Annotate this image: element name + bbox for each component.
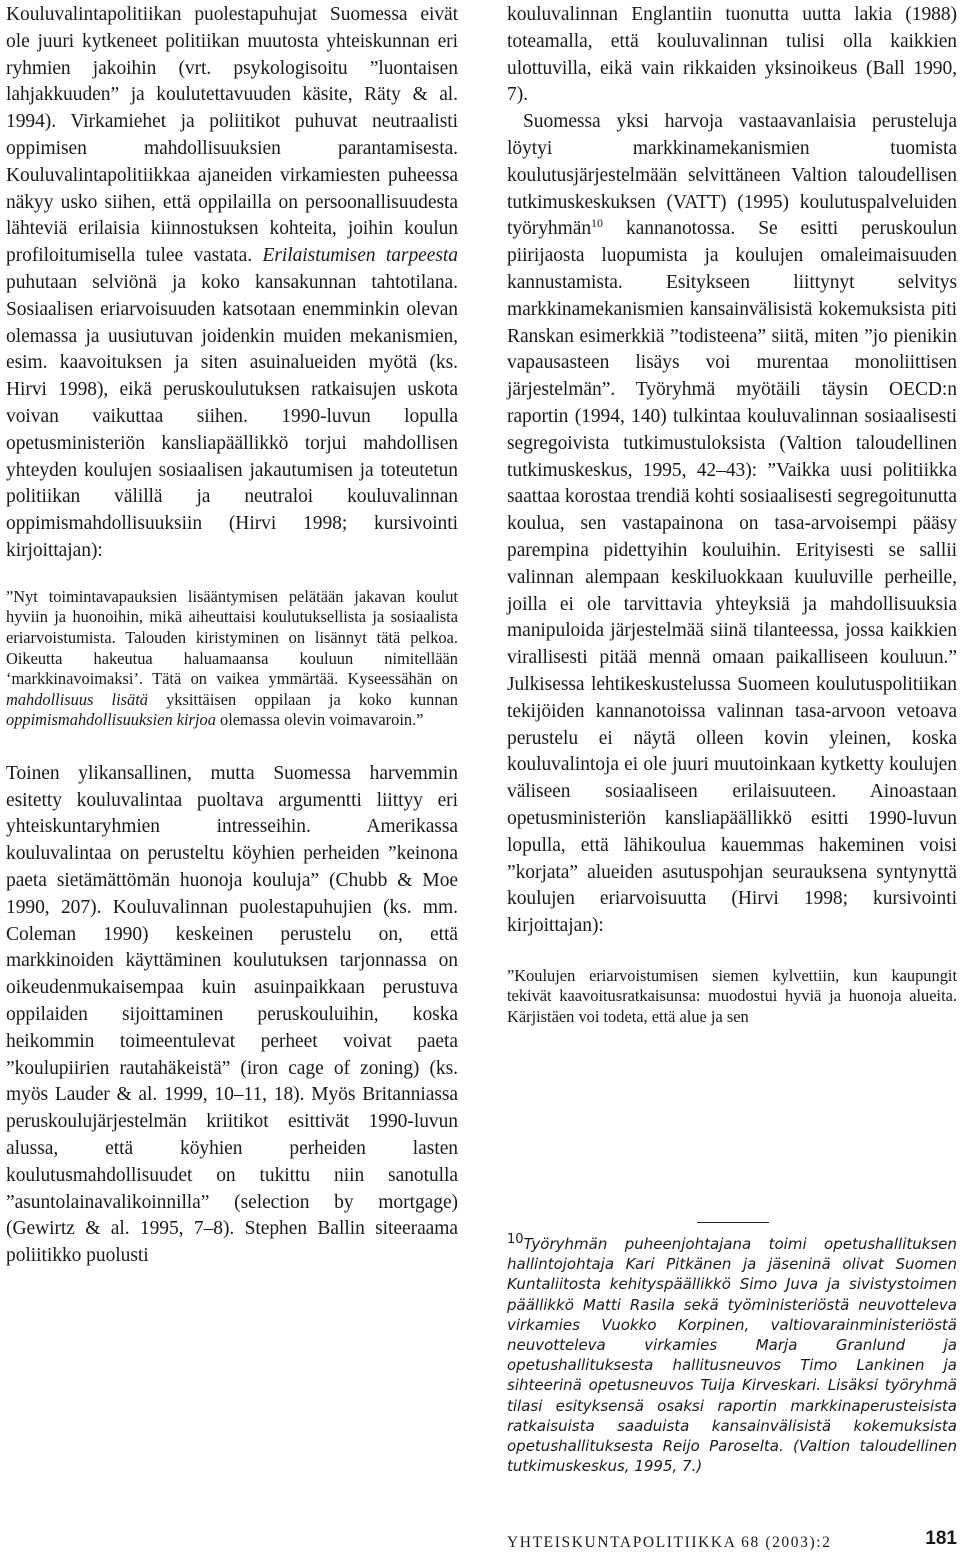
left-paragraph-2: Toinen ylikansallinen, mutta Suomessa harvemmin esitetty kouluvalintaa puoltava argumentti liittyy eri yhteiskuntaryhmien intresseihin. Amerikassa kouluvalintaa on perusteltu köyhien perheiden ”keinona paeta sietämättömän huonoja kouluja” (Chubb & Moe 1990, 207). Kouluvalinnan puolestapuhujien (ks. mm. Coleman 1990) keskeinen perustelu on, että markkinoiden käyttäminen koulutuksen tarjonnassa on oikeudenmukaisempaa kuin asuinpaikkaan perustuva oppilaiden sijoittaminen peruskouluihin, koska heikommin toimeentulevat perheet voivat paeta ”koulupiirien rautahäkeistä” (iron cage of zoning) (ks. myös Lauder & al. 1999, 10–11, 18). Myös Britanniassa peruskoulujärjestelmän kriitikot esittivät 1990-luvun alussa, että köyhien perheiden lasten koulutusmahdollisuudet on tukittu niin sanotulla ”asuntolainavalikoinnilla” (selection by mortgage) (Gewirtz & al. 1995, 7–8). Stephen Ballin siteeraama poliitikko puolusti [6,762,458,1267]
right-paragraph-2: Suomessa yksi harvoja vastaavanlaisia perusteluja löytyi markkinamekanismien tuomista koulutusjärjestelmään selvittäneen Valtion taloudellisen tutkimuskeskuksen (VATT) (1995) koulutuspalveluiden työryhmän$^{10}$ kannanotossa. Se esitti peruskoulun piirijaosta luopumista ja koulujen omaleimaisuuden kannustamista. Esitykseen liittynyt selvitys markkinamekanismien kansainvälisistä kokemuksista piti Ranskan esimerkkiä ”todisteena” siitä, miten ”jo pienikin vapausasteen lisäys voi murentaa monoliittisen järjestelmän”. Työryhmä myötäili täysin OECD:n raportin (1994, 140) tulkintaa kouluvalinnan sosiaalisesti segregoivista tutkimustuloksista (Valtion taloudellinen tutkimuskeskus, 1995, 42–43): ”Vaikka uusi politiikka saattaa korostaa trendiä kohti sosiaalisesti segregoitunutta koulua, sen vastapainona on tasa-arvoisempi pääsy parempina pidettyihin kouluihin. Erityisesti se sallii valinnan alempaan keskiluokkaan kuuluville perheille, joilla ei ole tarvittavia yhteyksiä ja mahdollisuuksia manipuloida järjestelmää siinä tilanteessa, jossa kaikkien virallisesti pitää mennä omaan paikalliseen kouluun.” Julkisessa lehtikeskustelussa Suomeen koulutuspolitiikan tekijöiden kannanotoissa valinnan tasa-arvoon vetoava perustelu ei näytä olleen kovin yleinen, koska kouluvalintoja ei ole juuri muutoinkaan kytketty koulujen väliseen sosiaaliseen erilaisuuteen. Ainoastaan opetusministeriön kansliapäällikkö esitti 1990-luvun lopulla, että lähikoulua kauemmas hakeminen voisi ”korjata” alueiden asutuspohjan seurauksena syntynyttä koulujen eriarvoisuutta (Hirvi 1998; kursivointi kirjoittajan): [507,111,958,937]
footnote: 10Työryhmän puheenjohtajana toimi opetushallituksen hallintojohtaja Kari Pitkänen ja jäseninä olivat Suomen Kuntaliitosta kehityspäällikkö Simo Juva ja sivistystoimen päällikkö Matti Rasila sekä työministeriöstä neuvotteleva virkamies Vuokko Korpinen, valtiovarainministeriöstä neuvotteleva virkamies Marja Granlund ja opetushallituksesta hallitusneuvos Timo Lankinen ja sihteerinä opetusneuvos Tuija Kirveskari. Lisäksi työryhmä tilasi esityksensä osaksi raportin markkinaperusteisista ratkaisuista saaduista kansainvälisistä kokemuksista opetushallituksesta Reijo Paroselta. (Valtion taloudellinen tutkimuskeskus, 1995, 7.) [507,1232,957,1476]
left-column [6,2,458,1270]
page-number: 181 [925,1528,957,1549]
running-footer [507,1528,957,1554]
emphasis: Erilaistumisen tarpeesta [262,245,458,267]
footnote-divider [697,1222,769,1223]
footnote-ref: 10 [591,216,603,231]
journal-name: YHTEISKUNTAPOLITIIKKA 68 (2003):2 [507,1534,832,1551]
left-paragraph-1: Kouluvalintapolitiikan puolestapuhujat Suomessa eivät ole juuri kytkeneet politiikan muutosta yhteiskunnan eri ryhmien jakoihin (vrt. psykologisoitu ”luontaisen lahjakkuuden” ja koulutettavuuden käsite, Räty & al. 1994). Virkamiehet ja poliitikot puhuvat neutraalisti oppimisen mahdollisuuksien parantamisesta. Kouluvalintapolitiikkaa ajaneiden virkamiesten puheessa näkyy usko siihen, että oppilailla on persoonallisuudesta lähteviä erilaisia kiinnostuksen kohteita, joihin koulun profiloitumisella tulee vastata. Erilaistumisen tarpeesta puhutaan selviönä ja koko kansakunnan tahtotilana. Sosiaalisen eriarvoisuuden katsotaan enemminkin olevan olemassa ja uusiutuvan joidenkin muiden mekanismien, esim. kaavoituksen ja siten asuinalueiden myötä (ks. Hirvi 1998), eikä peruskoulutuksen ratkaisujen uskota voivan vaikuttaa siihen. 1990-luvun lopulla opetusministeriön kansliapäällikkö torjui mahdollisen yhteyden koulujen sosiaalisen jakautumisen ja toteutetun politiikan välillä ja neutraloi kouluvalinnan oppimismahdollisuuksiin (Hirvi 1998; kursivointi kirjoittajan): [6,4,458,561]
block-quote-right: ”Koulujen eriarvoistumisen siemen kylvettiin, kun kaupungit tekivät kaavoitusratkaisunsa: muodostui hyviä ja huonoja alueita. Kärjistäen voi todeta, että alue ja sen [507,965,957,1027]
footnote-number: 10 [507,1232,524,1247]
block-quote-hirvi: ”Nyt toimintavapauksien lisääntymisen pelätään jakavan koulut hyviin ja huonoihin, mikä aiheuttaisi koulutuksellista ja sosiaalista eriarvoistumista. Talouden kiristyminen on lisännyt tätä pelkoa. Oikeutta hakeutua haluamaansa kouluun nimitellään ‘markkinavoimaksi’. Tätä on vaikea ymmärtää. Kyseessähän on mahdollisuus lisätä yksittäisen oppilaan ja koko kunnan oppimismahdollisuuksien kirjoa olemassa olevin voimavaroin.” [6,586,458,730]
right-paragraph-1: kouluvalinnan Englantiin tuonutta uutta lakia (1988) toteamalla, että kouluvalinnan tulisi olla kaikkien ulottuvilla, eikä vain rikkaiden yksinoikeus (Ball 1990, 7). [507,4,957,106]
right-column [507,2,958,1476]
